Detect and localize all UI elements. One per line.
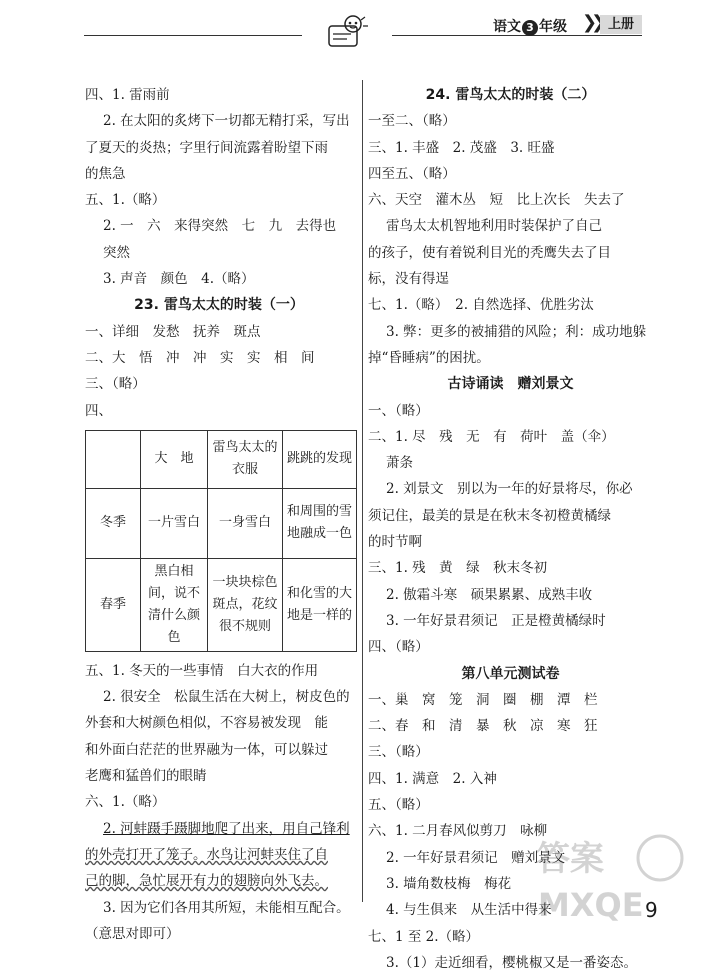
answer-line: 标，没有得逞 <box>368 271 449 288</box>
answer-line: 五、1. 冬天的一些事情 白大衣的作用 <box>85 662 319 679</box>
answer-line: 三、（略） <box>85 376 146 393</box>
answer-line: 一、详细 发愁 抚养 斑点 <box>85 323 261 340</box>
answer-line: 3. 声音 颜色 4.（略） <box>103 271 255 288</box>
answer-line: 二、大 悟 冲 冲 实 实 相 间 <box>85 349 315 366</box>
answer-line: 六、1.（略） <box>85 794 166 811</box>
answer-line: 己的脚，急忙展开有力的翅膀向外飞去。 <box>85 873 328 890</box>
table-cell: 黑白相间，说不清什么颜色 <box>141 558 208 651</box>
answer-line: 突然 <box>103 244 130 261</box>
answer-line: 一、巢 窝 笼 洞 圈 棚 潭 栏 <box>368 691 598 708</box>
svg-text:答案: 答案 <box>536 839 604 879</box>
answer-line: 的孩子，使有着锐利目光的秃鹰失去了目 <box>368 244 611 261</box>
answer-line: 五、1.（略） <box>85 192 166 209</box>
answer-line: 萧条 <box>386 455 413 472</box>
answer-line: 六、1. 二月春风似剪刀 咏柳 <box>368 823 548 840</box>
answer-line: 三、（略） <box>368 744 429 761</box>
answer-line: 了夏天的炎热；字里行间流露着盼望下雨 <box>85 139 328 156</box>
double-chevron-icon: ❯❯ <box>582 12 601 33</box>
table-row <box>86 558 357 651</box>
volume-tab: 上册 <box>600 15 642 34</box>
table-cell: 和周围的雪地融成一色 <box>283 488 357 558</box>
svg-text:MXQE: MXQE <box>538 886 644 923</box>
answer-line: 3.（1）走近细看，樱桃椒又是一番姿态。 <box>386 954 637 971</box>
answer-line: 六、天空 灌木丛 短 比上次长 失去了 <box>368 192 625 209</box>
answer-line: 一、（略） <box>368 402 429 419</box>
answer-line: 2. 一 六 来得突然 七 九 去得也 <box>103 218 337 235</box>
grade-badge <box>493 16 567 36</box>
answer-line: 七、1 至 2.（略） <box>368 928 480 945</box>
answer-line: 2. 刘景文 别以为一年的好景将尽，你必 <box>386 481 633 498</box>
table-cell: 一块块棕色斑点，花纹很不规则 <box>208 558 283 651</box>
section-title-poem: 古诗诵读 赠刘景文 <box>447 376 574 393</box>
page-number: 9 <box>645 898 658 922</box>
answer-line: 2. 很安全 松鼠生活在大树上，树皮色的 <box>103 689 350 706</box>
answer-line: 2. 河蚌蹑手蹑脚地爬了出来，用自己锋利 <box>103 820 350 837</box>
answer-line: 三、1. 残 黄 绿 秋末冬初 <box>368 560 548 577</box>
answer-line: 三、1. 丰盛 2. 茂盛 3. 旺盛 <box>368 139 555 156</box>
grade-number: 3 <box>522 20 538 36</box>
answer-line: 老鹰和猛兽们的眼睛 <box>85 768 207 785</box>
answer-line: 3. 一年好景君须记 正是橙黄橘绿时 <box>386 612 606 629</box>
answer-line: 二、春 和 清 暴 秋 凉 寒 狂 <box>368 718 598 735</box>
subject-label: 语文 <box>493 19 521 35</box>
answer-line: 外套和大树颜色相似，不容易被发现 能 <box>85 715 328 732</box>
table-cell: 春季 <box>86 558 141 651</box>
answer-line: 五、（略） <box>368 797 429 814</box>
answer-line: 2. 傲霜斗寒 硕果累累、成熟丰收 <box>386 586 593 603</box>
header-rule-left <box>84 35 302 36</box>
cartoon-logo-icon <box>323 14 369 50</box>
answer-line: 四、（略） <box>368 639 429 656</box>
seasons-table <box>85 430 357 652</box>
answer-line: 须记住，最美的景是在秋末冬初橙黄橘绿 <box>368 507 611 524</box>
answer-line: 四、 <box>85 402 112 419</box>
table-cell: 和化雪的大地是一样的 <box>283 558 357 651</box>
section-title-23: 23. 雷鸟太太的时装（一） <box>134 297 304 314</box>
answer-line: 七、1.（略） 2. 自然选择、优胜劣汰 <box>368 297 594 314</box>
section-title-unit8: 第八单元测试卷 <box>461 665 560 682</box>
left-column <box>85 82 353 947</box>
answer-line: 四至五、（略） <box>368 165 456 182</box>
answer-line: 3. 墙角数枝梅 梅花 <box>386 875 512 892</box>
answer-line: 3. 弊：更多的被捕猎的风险；利：成功地躲 <box>386 323 647 340</box>
answer-line: 的外壳打开了笼子。水鸟让河蚌夹住了自 <box>85 846 328 863</box>
watermark-logo <box>528 828 698 923</box>
answer-line: 掉“昏睡病”的困扰。 <box>368 349 490 366</box>
answer-line: （意思对即可） <box>85 925 180 942</box>
table-row <box>86 488 357 558</box>
answer-line: 3. 因为它们各用其所短，未能相互配合。 <box>103 899 350 916</box>
column-divider <box>362 80 363 902</box>
table-header-cell: 跳跳的发现 <box>283 430 357 488</box>
table-cell: 一片雪白 <box>141 488 208 558</box>
table-header-cell: 雷鸟太太的衣服 <box>208 430 283 488</box>
answer-line: 雷鸟太太机智地利用时装保护了自己 <box>386 218 602 235</box>
answer-line: 一至二、（略） <box>368 113 456 130</box>
answer-line: 和外面白茫茫的世界融为一体，可以躲过 <box>85 741 328 758</box>
answer-line: 2. 在太阳的炙烤下一切都无精打采，写出 <box>103 113 350 130</box>
answer-line: 2. 一年好景君须记 赠刘景文 <box>386 849 566 866</box>
grade-suffix: 年级 <box>539 19 567 35</box>
answer-line: 四、1. 满意 2. 入神 <box>368 770 497 787</box>
answer-line: 二、1. 尽 残 无 有 荷叶 盖（伞） <box>368 428 615 445</box>
answer-line: 的焦急 <box>85 165 126 182</box>
section-title-24: 24. 雷鸟太太的时装（二） <box>425 87 596 103</box>
table-header-cell: 大 地 <box>141 430 208 488</box>
table-row <box>86 430 357 488</box>
table-cell <box>86 430 141 488</box>
table-cell: 一身雪白 <box>208 488 283 558</box>
answer-line: 4. 与生俱来 从生活中得来 <box>386 902 552 919</box>
answer-line: 的时节啊 <box>368 534 422 551</box>
answer-line: 四、1. 雷雨前 <box>85 87 170 103</box>
table-cell: 冬季 <box>86 488 141 558</box>
